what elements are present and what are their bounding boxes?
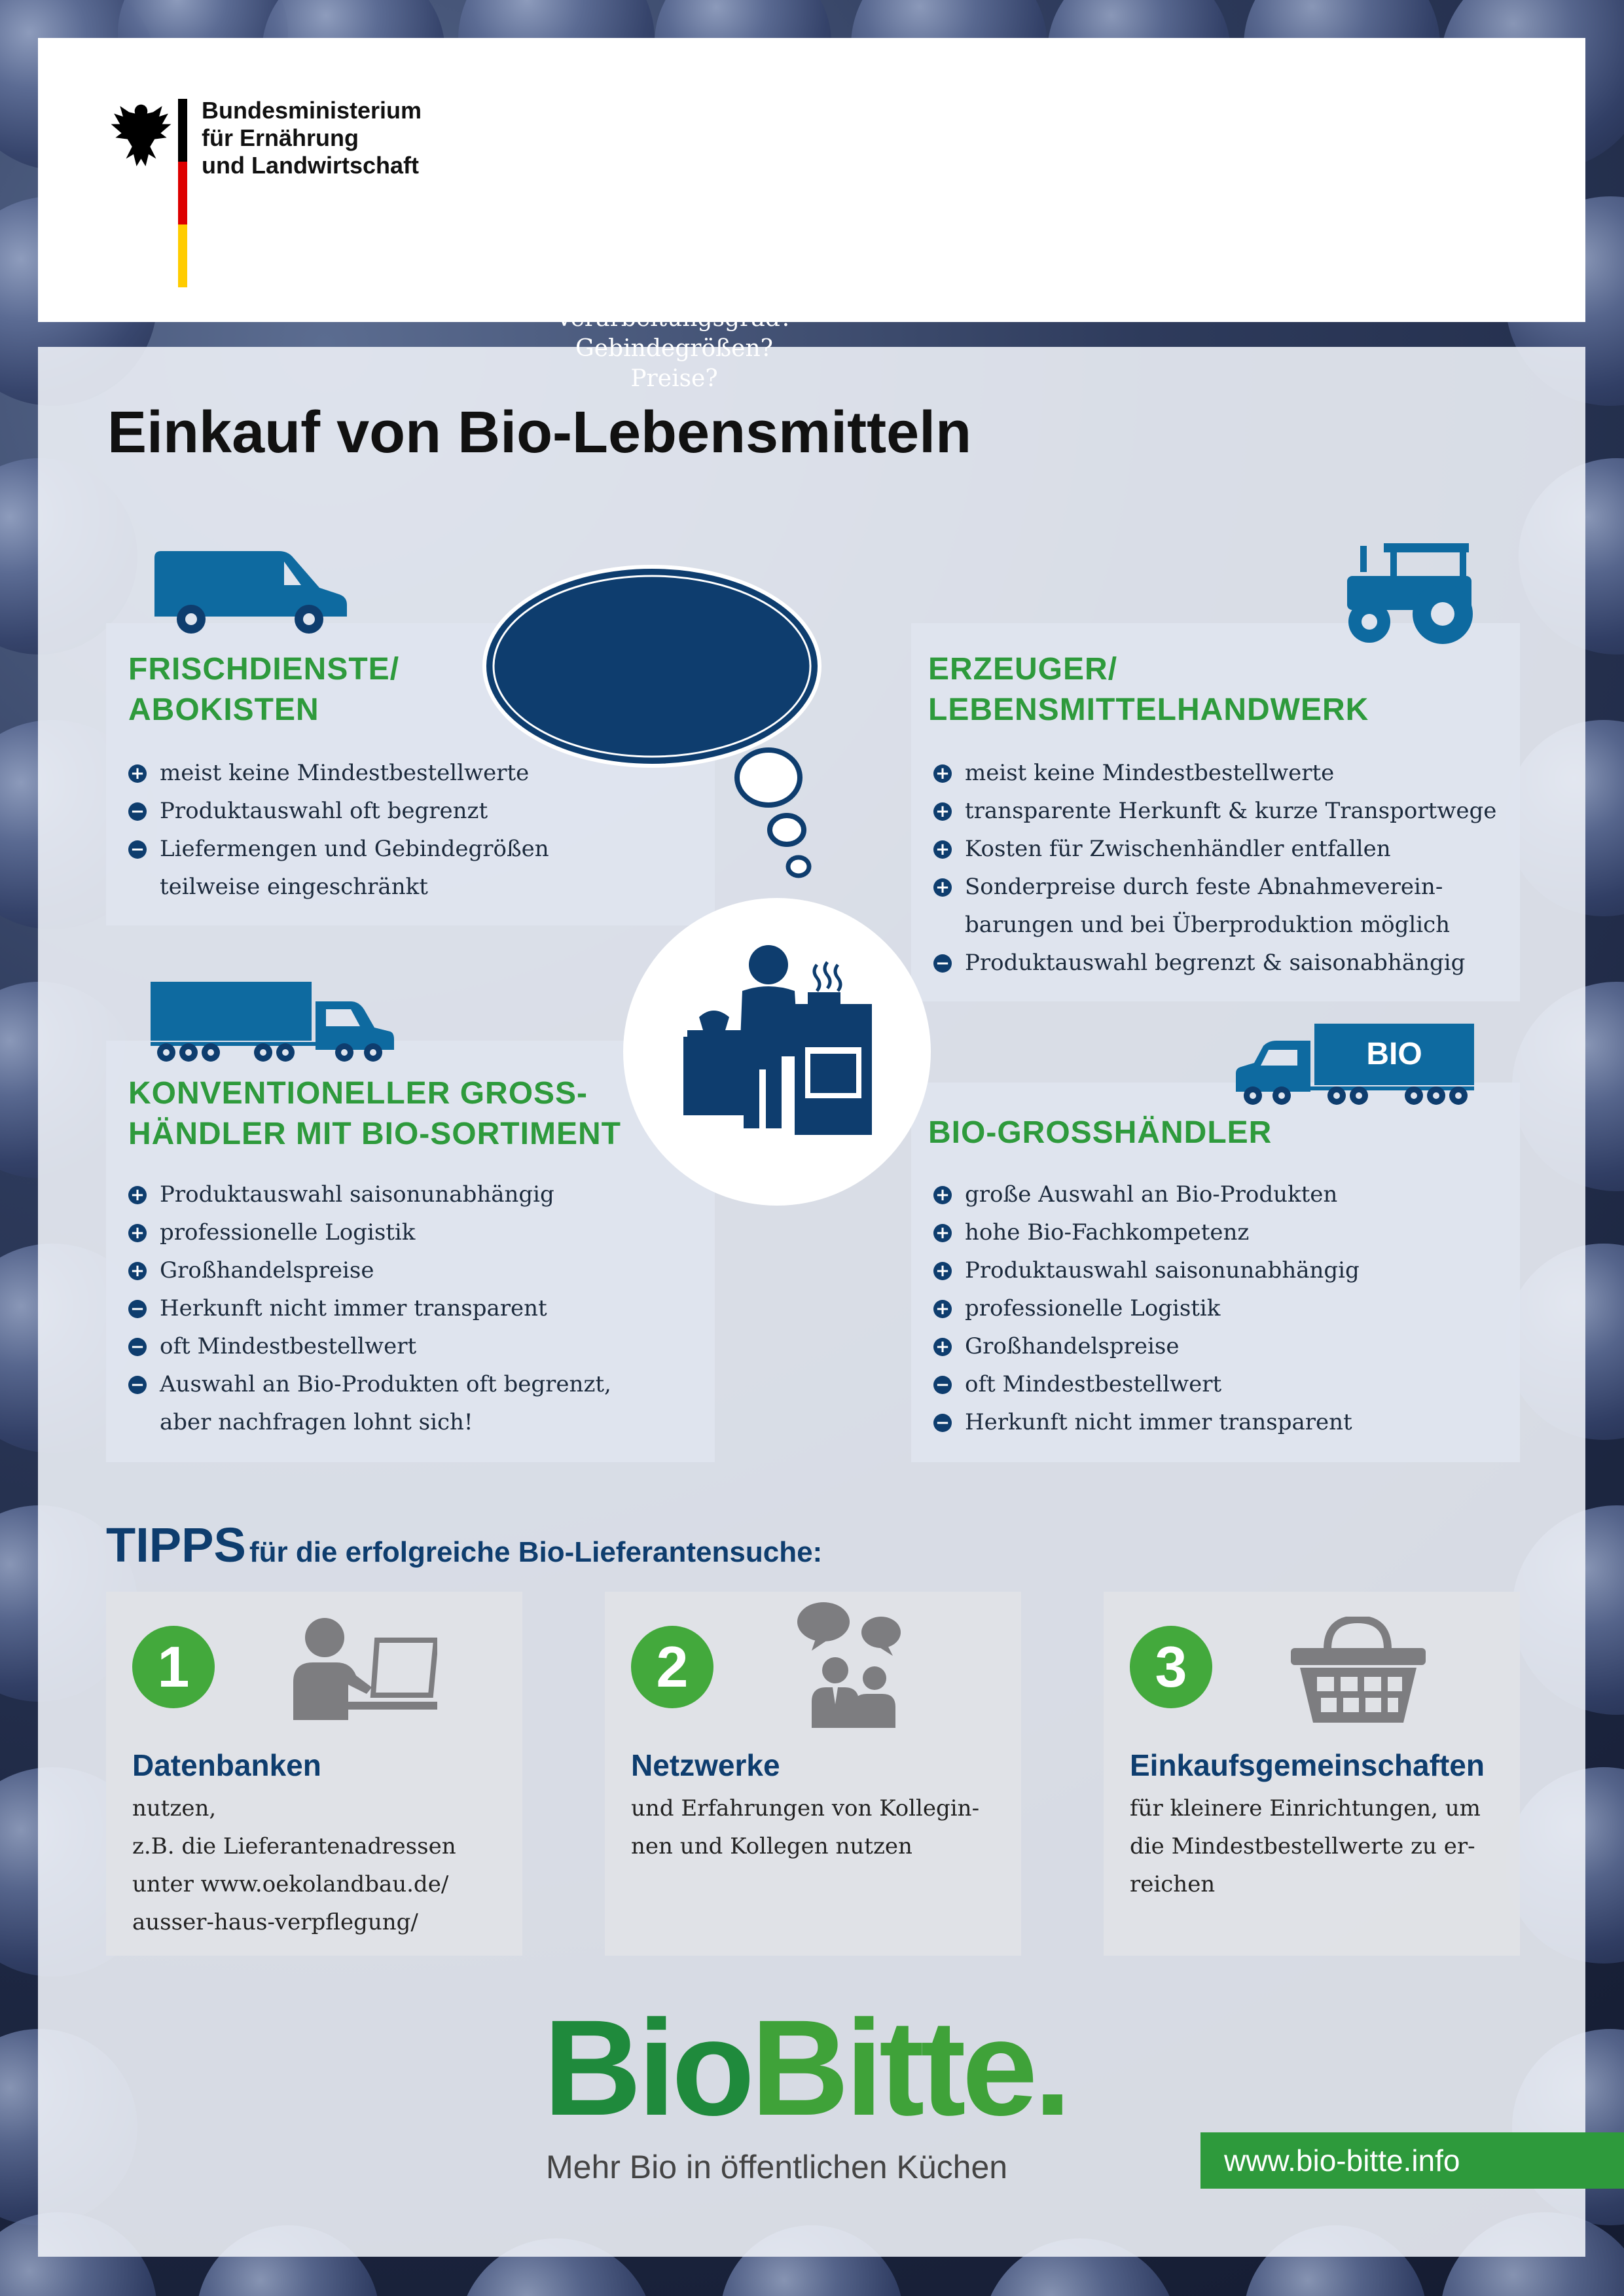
van-icon bbox=[148, 548, 351, 635]
list-item-text: Sonderpreise durch feste Abnahmeverein- bbox=[965, 874, 1443, 900]
list-item bbox=[128, 1251, 611, 1289]
list-item-text: transparente Herkunft & kurze Transportwege bbox=[965, 798, 1497, 824]
logo-bitte: Bitte bbox=[751, 1992, 1034, 2144]
plus-icon: + bbox=[128, 764, 147, 783]
minus-icon: − bbox=[128, 802, 147, 821]
list-item bbox=[933, 1251, 1360, 1289]
tip-text bbox=[1130, 1789, 1481, 1903]
box-title bbox=[128, 1073, 621, 1155]
title-line: LEBENSMITTELHANDWERK bbox=[928, 692, 1369, 727]
list-item-text: hohe Bio-Fachkompetenz bbox=[965, 1219, 1250, 1246]
tip-text bbox=[631, 1789, 979, 1865]
list-item bbox=[128, 1175, 611, 1213]
list-item bbox=[933, 792, 1496, 830]
basket-icon bbox=[1291, 1617, 1426, 1724]
minus-icon: − bbox=[933, 954, 952, 973]
list-item bbox=[933, 1365, 1360, 1403]
list-item bbox=[128, 1327, 611, 1365]
plus-icon: + bbox=[933, 764, 952, 783]
tip-number: 3 bbox=[1130, 1626, 1212, 1708]
list-item bbox=[933, 830, 1496, 868]
tip-number: 1 bbox=[132, 1626, 215, 1708]
pros-cons-list bbox=[933, 1175, 1360, 1441]
title-line: ABOKISTEN bbox=[128, 692, 319, 727]
box-erzeuger bbox=[911, 623, 1520, 1001]
tip-line: unter www.oekolandbau.de/ bbox=[132, 1871, 449, 1897]
list-item-text: Produktauswahl saisonunabhängig bbox=[160, 1181, 554, 1208]
center-circle bbox=[623, 898, 931, 1206]
plus-icon: + bbox=[933, 878, 952, 897]
tip-line: ausser-haus-verpflegung/ bbox=[132, 1909, 418, 1935]
list-item bbox=[128, 1289, 611, 1327]
box-title bbox=[928, 649, 1369, 730]
page-title: Einkauf von Bio-Lebensmitteln bbox=[107, 400, 972, 465]
box-konventionell bbox=[106, 1041, 715, 1462]
tip-line: und Erfahrungen von Kollegin- bbox=[631, 1795, 980, 1821]
tip-title: Einkaufsgemeinschaften bbox=[1130, 1748, 1485, 1782]
pros-cons-list bbox=[933, 754, 1496, 982]
minus-icon: − bbox=[128, 840, 147, 859]
plus-icon: + bbox=[933, 802, 952, 821]
bubble-line: Gebindegrößen? bbox=[575, 335, 773, 362]
ministry-line: und Landwirtschaft bbox=[202, 152, 419, 179]
minus-icon: − bbox=[128, 1300, 147, 1318]
box-title bbox=[928, 1113, 1272, 1153]
computer-user-icon bbox=[293, 1617, 437, 1720]
bio-truck-label: BIO bbox=[1366, 1037, 1422, 1071]
tip-title: Netzwerke bbox=[631, 1748, 780, 1782]
slogan: Mehr Bio in öffentlichen Küchen bbox=[546, 2149, 1008, 2185]
title-line: HÄNDLER MIT BIO-SORTIMENT bbox=[128, 1117, 621, 1151]
minus-icon: − bbox=[128, 1338, 147, 1356]
list-item-text: meist keine Mindestbestellwerte bbox=[965, 760, 1335, 786]
federal-eagle-icon bbox=[103, 97, 179, 175]
ministry-name bbox=[202, 97, 422, 179]
list-item-text: barungen und bei Überproduktion möglich bbox=[965, 912, 1451, 938]
title-line: FRISCHDIENSTE/ bbox=[128, 652, 400, 687]
tip-line: z.B. die Lieferantenadressen bbox=[132, 1833, 456, 1859]
list-item bbox=[933, 1327, 1360, 1365]
title-line: KONVENTIONELLER GROSS- bbox=[128, 1076, 588, 1111]
plus-icon: + bbox=[933, 840, 952, 859]
plus-icon: + bbox=[128, 1224, 147, 1242]
list-item bbox=[933, 944, 1496, 982]
thought-bubble bbox=[477, 562, 827, 890]
tipps-heading-big: TIPPS bbox=[106, 1518, 246, 1572]
list-item-text: Großhandelspreise bbox=[965, 1333, 1180, 1359]
plus-icon: + bbox=[933, 1186, 952, 1204]
list-item bbox=[933, 1175, 1360, 1213]
list-item bbox=[933, 1289, 1360, 1327]
bubble-line: Preise? bbox=[630, 365, 718, 392]
german-flag-bar bbox=[178, 99, 187, 287]
biobitte-logo bbox=[543, 1992, 1068, 2144]
tip-line: nutzen, bbox=[132, 1795, 217, 1821]
tip-line: die Mindestbestellwerte zu er- bbox=[1130, 1833, 1475, 1859]
tip-title: Datenbanken bbox=[132, 1748, 321, 1782]
bubble-line: Verarbeitungsgrad? bbox=[555, 305, 793, 332]
list-item bbox=[933, 754, 1496, 792]
list-item-text: oft Mindestbestellwert bbox=[160, 1333, 417, 1359]
list-item-text: professionelle Logistik bbox=[965, 1295, 1221, 1321]
list-item-text: professionelle Logistik bbox=[160, 1219, 416, 1246]
tip-card-1 bbox=[106, 1592, 522, 1956]
list-item-text: Großhandelspreise bbox=[160, 1257, 374, 1283]
tip-card-3 bbox=[1104, 1592, 1520, 1956]
title-line: ERZEUGER/ bbox=[928, 652, 1118, 687]
list-item bbox=[933, 868, 1496, 944]
tipps-heading bbox=[106, 1517, 822, 1573]
plus-icon: + bbox=[933, 1224, 952, 1242]
plus-icon: + bbox=[933, 1338, 952, 1356]
tip-text bbox=[132, 1789, 456, 1941]
tip-line: für kleinere Einrichtungen, um bbox=[1130, 1795, 1481, 1821]
list-item-text: Produktauswahl begrenzt & saisonabhängig bbox=[965, 950, 1466, 976]
tipps-heading-small: für die erfolgreiche Bio-Lieferantensuche: bbox=[249, 1536, 823, 1568]
list-item-text: Liefermengen und Gebindegrößen bbox=[160, 836, 549, 862]
bio-truck-icon bbox=[1232, 1021, 1477, 1107]
tip-line: nen und Kollegen nutzen bbox=[631, 1833, 912, 1859]
list-item-text: Herkunft nicht immer transparent bbox=[160, 1295, 547, 1321]
list-item-text: Produktauswahl oft begrenzt bbox=[160, 798, 488, 824]
ministry-line: Bundesministerium bbox=[202, 97, 422, 124]
website-link[interactable]: www.bio-bitte.info bbox=[1200, 2132, 1624, 2189]
list-item-text: große Auswahl an Bio-Produkten bbox=[965, 1181, 1338, 1208]
list-item-text: meist keine Mindestbestellwerte bbox=[160, 760, 530, 786]
minus-icon: − bbox=[128, 1376, 147, 1394]
cook-icon bbox=[683, 939, 873, 1135]
bubble-line: Liefermengen? bbox=[584, 275, 765, 302]
pros-cons-list bbox=[128, 1175, 611, 1441]
box-bio-grosshaendler bbox=[911, 1083, 1520, 1462]
logo-bio: Bio bbox=[543, 1992, 751, 2144]
box-title bbox=[128, 649, 399, 730]
title-line: BIO-GROSSHÄNDLER bbox=[928, 1115, 1272, 1150]
list-item bbox=[933, 1213, 1360, 1251]
minus-icon: − bbox=[933, 1414, 952, 1432]
list-item-text: teilweise eingeschränkt bbox=[160, 874, 428, 900]
tractor-icon bbox=[1344, 537, 1478, 648]
plus-icon: + bbox=[933, 1300, 952, 1318]
bubble-questions bbox=[484, 243, 864, 394]
list-item-text: Kosten für Zwischenhändler entfallen bbox=[965, 836, 1391, 862]
ministry-line: für Ernährung bbox=[202, 124, 359, 151]
speech-people-icon bbox=[796, 1600, 914, 1728]
list-item-text: aber nachfragen lohnt sich! bbox=[160, 1409, 473, 1435]
bubble-line: Lieferrhythmus? bbox=[575, 245, 774, 272]
logo-dot: . bbox=[1034, 1992, 1068, 2144]
list-item bbox=[128, 1365, 611, 1441]
list-item-text: Auswahl an Bio-Produkten oft begrenzt, bbox=[160, 1371, 611, 1397]
minus-icon: − bbox=[933, 1376, 952, 1394]
list-item-text: oft Mindestbestellwert bbox=[965, 1371, 1222, 1397]
list-item-text: Herkunft nicht immer transparent bbox=[965, 1409, 1352, 1435]
plus-icon: + bbox=[128, 1186, 147, 1204]
truck-icon bbox=[148, 979, 395, 1064]
list-item bbox=[933, 1403, 1360, 1441]
tip-card-2 bbox=[605, 1592, 1021, 1956]
plus-icon: + bbox=[128, 1262, 147, 1280]
tip-number: 2 bbox=[631, 1626, 713, 1708]
list-item-text: Produktauswahl saisonunabhängig bbox=[965, 1257, 1360, 1283]
list-item bbox=[128, 1213, 611, 1251]
tip-line: reichen bbox=[1130, 1871, 1216, 1897]
plus-icon: + bbox=[933, 1262, 952, 1280]
